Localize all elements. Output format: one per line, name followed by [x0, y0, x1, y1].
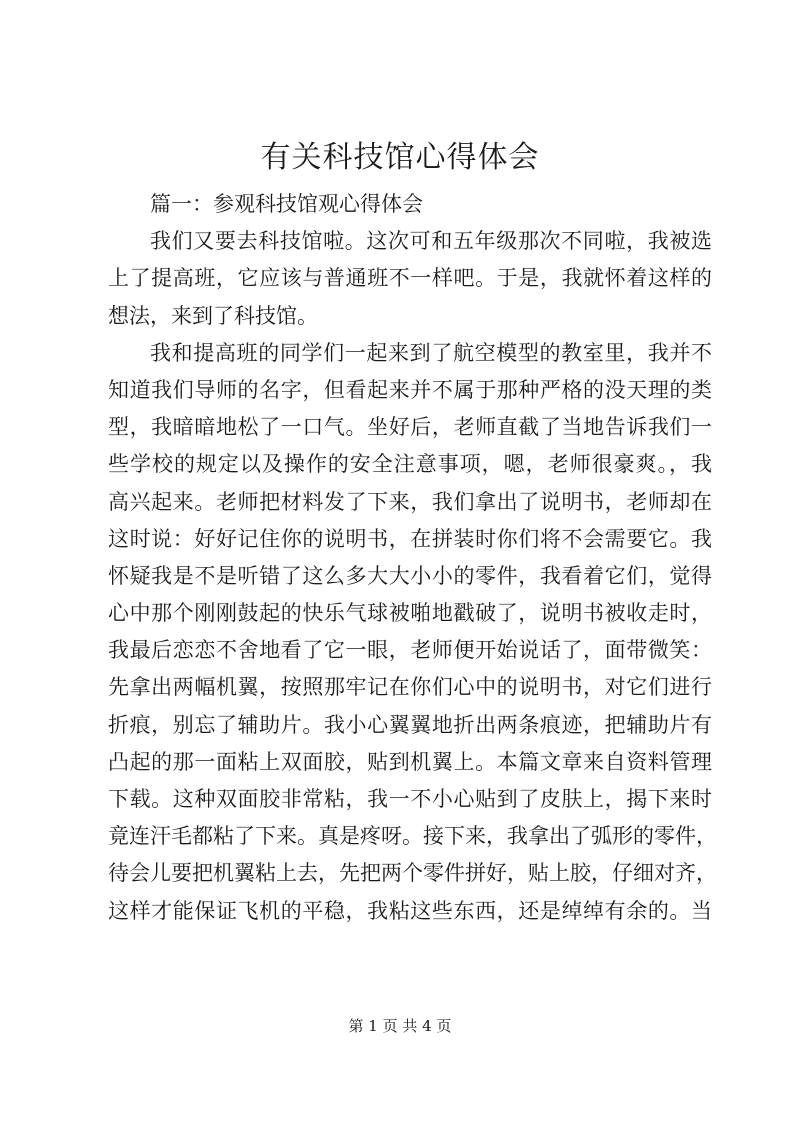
- paragraph-line: 凸起的那一面粘上双面胶，贴到机翼上。本篇文章来自资料管理: [108, 749, 712, 774]
- paragraph-line: 竟连汗毛都粘了下来。真是疼呀。接下来，我拿出了弧形的零件，: [108, 824, 717, 849]
- document-body: [108, 186, 717, 930]
- paragraph-line: 这样才能保证飞机的平稳，我粘这些东西，还是绰绰有余的。当: [108, 898, 712, 923]
- paragraph-line: 我们又要去科技馆啦。这次可和五年级那次不同啦，我被选: [150, 229, 712, 254]
- paragraph-line: 下载。这种双面胶非常粘，我一不小心贴到了皮肤上，揭下来时: [108, 787, 712, 811]
- paragraph-line: 些学校的规定以及操作的安全注意事项，嗯，老师很豪爽。，我: [108, 452, 712, 477]
- paragraph-line: 折痕，别忘了辅助片。我小心翼翼地折出两条痕迹，把辅助片有: [108, 712, 712, 737]
- paragraph-line: 先拿出两幅机翼，按照那牢记在你们心中的说明书，对它们进行: [108, 675, 712, 700]
- paragraph-line: 待会儿要把机翼粘上去，先把两个零件拼好，贴上胶，仔细对齐，: [108, 861, 717, 886]
- section-heading: 篇一：参观科技馆观心得体会: [150, 192, 423, 216]
- paragraph-line: 型，我暗暗地松了一口气。坐好后，老师直截了当地告诉我们一: [108, 415, 712, 440]
- paragraph-line: 我最后恋恋不舍地看了它一眼，老师便开始说话了，面带微笑：: [108, 638, 712, 663]
- page-footer: 第 1 页 共 4 页: [348, 1017, 452, 1035]
- paragraph-line: 心中那个刚刚鼓起的快乐气球被啪地戳破了，说明书被收走时，: [108, 601, 712, 626]
- paragraph-line: 上了提高班，它应该与普通班不一样吧。于是，我就怀着这样的: [108, 266, 712, 291]
- paragraph-line: 怀疑我是不是听错了这么多大大小小的零件，我看着它们，觉得: [108, 563, 712, 588]
- paragraph-line: 这时说：好好记住你的说明书，在拼装时你们将不会需要它。我: [108, 526, 712, 551]
- paragraph-line: 知道我们导师的名字，但看起来并不属于那种严格的没天理的类: [108, 377, 712, 402]
- paragraph-line: 我和提高班的同学们一起来到了航空模型的教室里，我并不: [150, 340, 712, 365]
- document-title: 有关科技馆心得体会: [260, 140, 540, 175]
- paragraph-line: 高兴起来。老师把材料发了下来，我们拿出了说明书，老师却在: [108, 489, 712, 514]
- paragraph-line: 想法，来到了科技馆。: [108, 303, 318, 328]
